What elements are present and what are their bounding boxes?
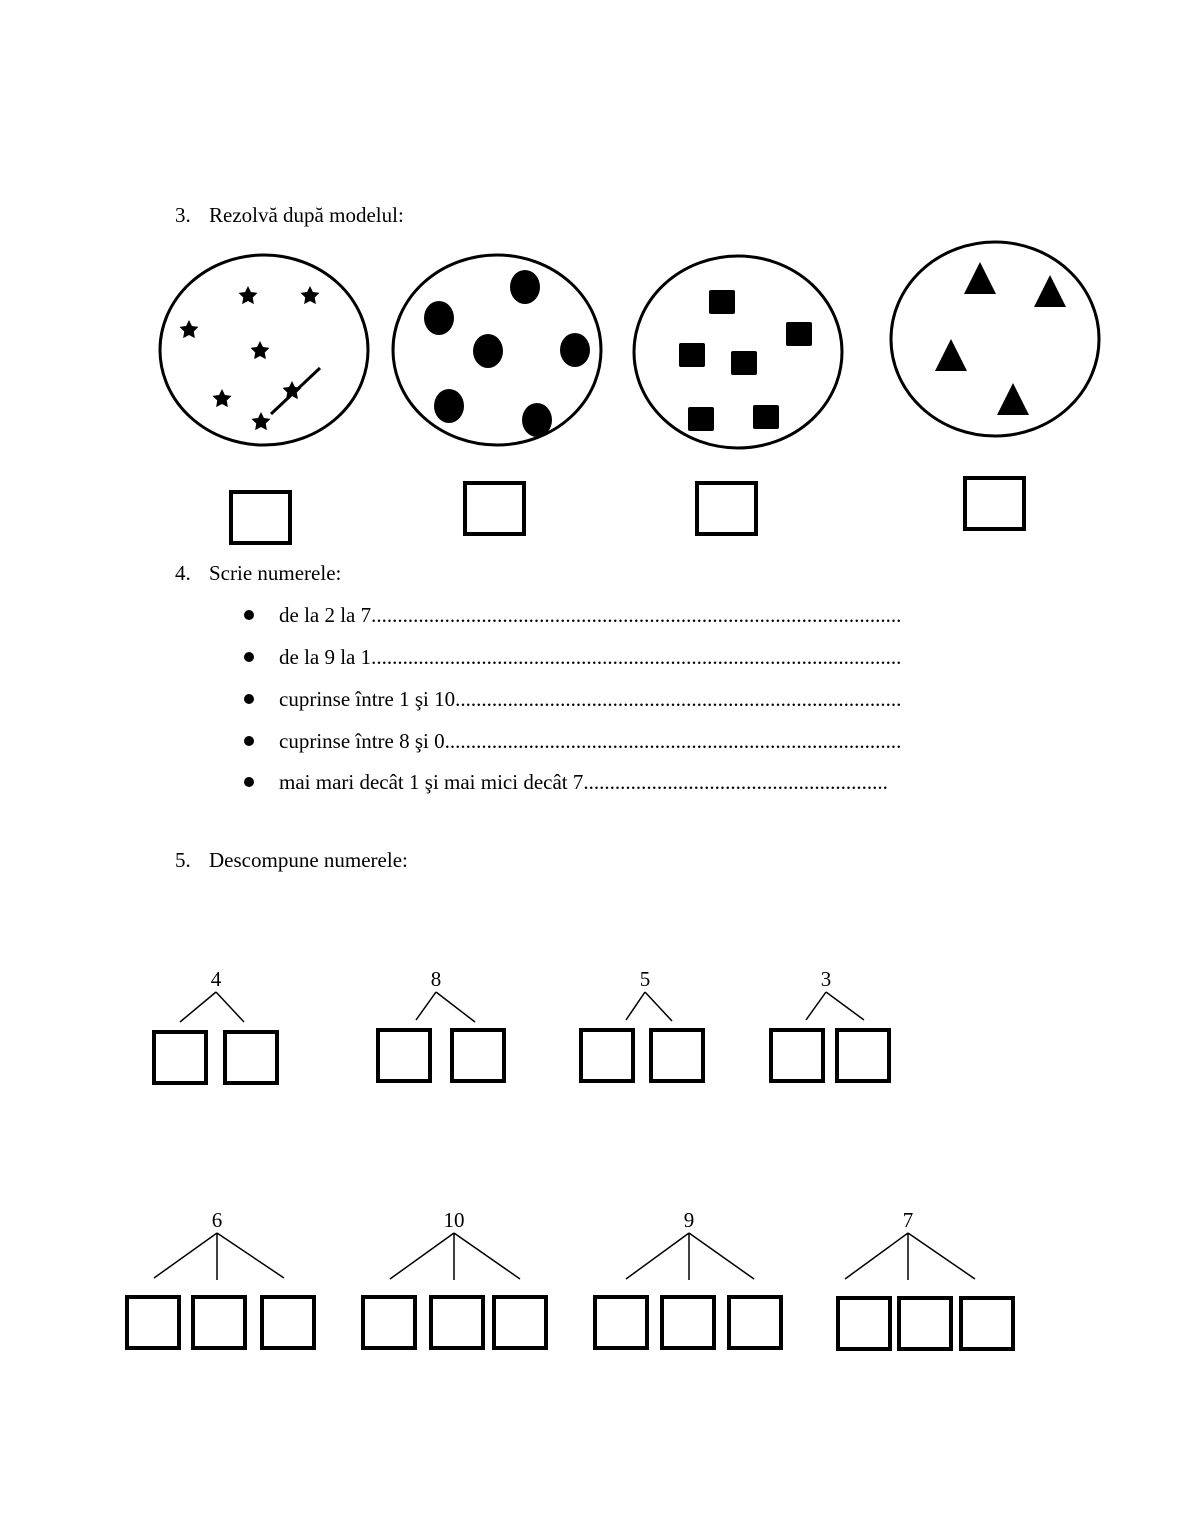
tree-number: 6 bbox=[211, 1208, 223, 1232]
fill-in-line[interactable]: de la 9 la 1..................................................................................................... bbox=[279, 645, 902, 669]
star-icon bbox=[239, 286, 258, 304]
tree-branch bbox=[806, 992, 826, 1020]
answer-box[interactable] bbox=[431, 1297, 483, 1348]
answer-box[interactable] bbox=[697, 483, 756, 534]
decompose-9 bbox=[595, 1208, 781, 1348]
triangles-group bbox=[891, 242, 1099, 529]
tree-branch bbox=[454, 1233, 520, 1279]
tree-branch bbox=[180, 992, 216, 1022]
tree-number: 9 bbox=[683, 1208, 695, 1232]
dot-icon bbox=[522, 403, 552, 437]
answer-box[interactable] bbox=[595, 1297, 647, 1348]
answer-box[interactable] bbox=[262, 1297, 314, 1348]
square-icon bbox=[786, 322, 812, 346]
answer-box[interactable] bbox=[154, 1032, 206, 1083]
exercise-5-heading bbox=[175, 848, 408, 872]
triangle-icon bbox=[997, 383, 1029, 415]
answer-box[interactable] bbox=[193, 1297, 245, 1348]
dot-icon bbox=[560, 333, 590, 367]
answer-box[interactable] bbox=[452, 1030, 504, 1081]
decompose-8 bbox=[378, 967, 504, 1081]
answer-box[interactable] bbox=[378, 1030, 430, 1081]
dot-icon bbox=[510, 270, 540, 304]
answer-box[interactable] bbox=[363, 1297, 415, 1348]
cross-out-line bbox=[271, 368, 320, 414]
tree-branch bbox=[390, 1233, 454, 1279]
tree-branch bbox=[154, 1233, 217, 1278]
tree-branch bbox=[845, 1233, 908, 1279]
square-icon bbox=[679, 343, 705, 367]
square-icon bbox=[731, 351, 757, 375]
tree-branch bbox=[216, 992, 244, 1022]
square-icon bbox=[753, 405, 779, 429]
exercise-4-title: Scrie numerele: bbox=[209, 561, 342, 585]
tree-number: 8 bbox=[430, 967, 442, 991]
answer-box[interactable] bbox=[225, 1032, 277, 1083]
star-icon bbox=[180, 320, 199, 338]
answer-box[interactable] bbox=[127, 1297, 179, 1348]
tree-number: 4 bbox=[210, 967, 222, 991]
exercise-5-number: 5. bbox=[175, 848, 191, 872]
tree-branch bbox=[826, 992, 864, 1020]
tree-number: 5 bbox=[639, 967, 651, 991]
answer-box[interactable] bbox=[838, 1298, 890, 1349]
fill-in-line[interactable]: cuprinse între 1 şi 10..................................................................................... bbox=[279, 687, 902, 711]
tree-branch bbox=[416, 992, 436, 1020]
decompose-7 bbox=[838, 1208, 1013, 1349]
triangle-icon bbox=[935, 339, 967, 371]
tree-number: 3 bbox=[820, 967, 832, 991]
star-icon bbox=[252, 412, 271, 430]
answer-box[interactable] bbox=[771, 1030, 823, 1081]
tree-branch bbox=[645, 992, 672, 1021]
answer-box[interactable] bbox=[965, 478, 1024, 529]
squares-group bbox=[634, 256, 842, 534]
fill-in-line[interactable]: mai mari decât 1 şi mai mici decât 7.......................................................... bbox=[279, 770, 888, 794]
star-icon bbox=[213, 389, 232, 407]
star-icon bbox=[301, 286, 320, 304]
tree-branch bbox=[626, 1233, 689, 1279]
bullet-icon bbox=[244, 694, 254, 704]
dots-group bbox=[393, 255, 601, 534]
square-icon bbox=[709, 290, 735, 314]
exercise-5-title: Descompune numerele: bbox=[209, 848, 408, 872]
answer-box[interactable] bbox=[837, 1030, 889, 1081]
bullet-icon bbox=[244, 736, 254, 746]
decompose-10 bbox=[363, 1208, 546, 1348]
fill-in-line[interactable]: de la 2 la 7..................................................................................................... bbox=[279, 603, 902, 627]
answer-box[interactable] bbox=[465, 483, 524, 534]
decompose-4 bbox=[154, 967, 277, 1083]
dot-icon bbox=[473, 334, 503, 368]
answer-box[interactable] bbox=[231, 492, 290, 543]
bullet-icon bbox=[244, 652, 254, 662]
triangle-icon bbox=[1034, 275, 1066, 307]
answer-box[interactable] bbox=[729, 1297, 781, 1348]
tree-number: 10 bbox=[443, 1208, 465, 1232]
tree-branch bbox=[217, 1233, 284, 1278]
decompose-6 bbox=[127, 1208, 314, 1348]
exercise-3-number: 3. bbox=[175, 203, 191, 227]
answer-box[interactable] bbox=[494, 1297, 546, 1348]
tree-number: 7 bbox=[902, 1208, 914, 1232]
square-icon bbox=[688, 407, 714, 431]
dot-icon bbox=[434, 389, 464, 423]
tree-branch bbox=[436, 992, 475, 1022]
exercise-4-number: 4. bbox=[175, 561, 191, 585]
triangles-circle bbox=[891, 242, 1099, 436]
bullet-icon bbox=[244, 610, 254, 620]
tree-branch bbox=[908, 1233, 975, 1279]
tree-branch bbox=[689, 1233, 754, 1279]
answer-box[interactable] bbox=[961, 1298, 1013, 1349]
answer-box[interactable] bbox=[899, 1298, 951, 1349]
exercise-4-heading bbox=[175, 561, 341, 585]
answer-box[interactable] bbox=[651, 1030, 703, 1081]
bullet-icon bbox=[244, 777, 254, 787]
decompose-5 bbox=[581, 967, 703, 1081]
answer-box[interactable] bbox=[662, 1297, 714, 1348]
answer-box[interactable] bbox=[581, 1030, 633, 1081]
dot-icon bbox=[424, 301, 454, 335]
decompose-3 bbox=[771, 967, 889, 1081]
stars-group bbox=[160, 255, 368, 543]
star-icon bbox=[251, 341, 270, 359]
fill-in-line[interactable]: cuprinse între 8 şi 0....................................................................................... bbox=[279, 729, 902, 753]
triangle-icon bbox=[964, 262, 996, 294]
exercise-3-title: Rezolvă după modelul: bbox=[209, 203, 404, 227]
tree-branch bbox=[626, 992, 645, 1020]
